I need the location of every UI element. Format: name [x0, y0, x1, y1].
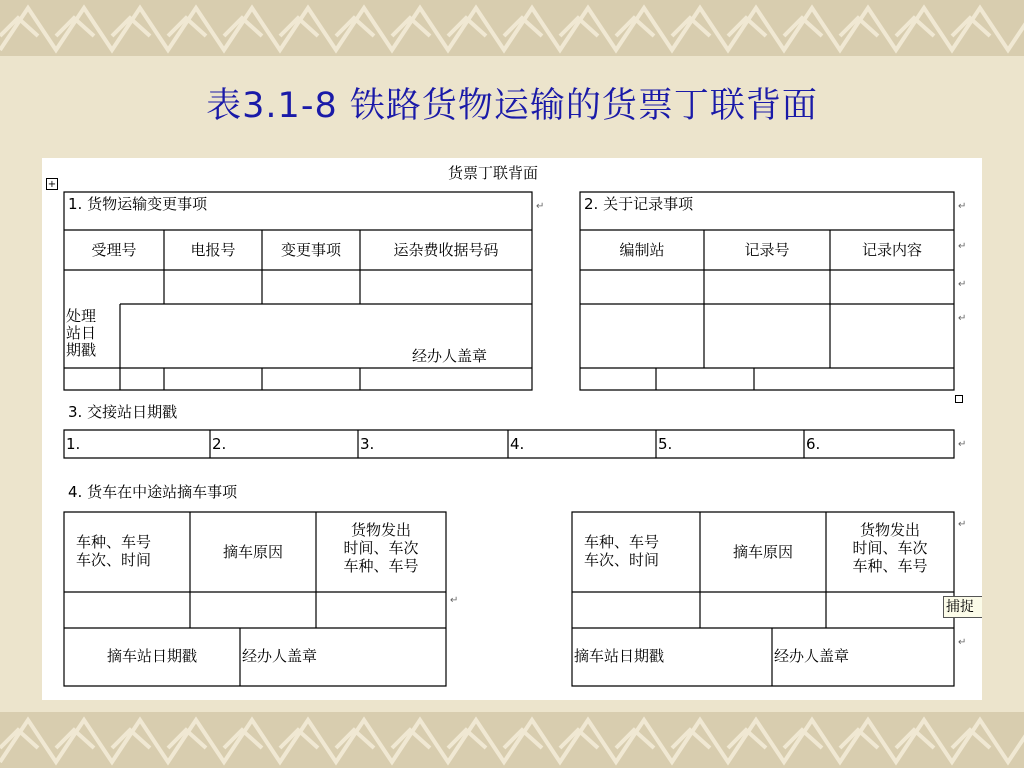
section4-col3-line3: 车种、车号: [343, 557, 419, 575]
paragraph-mark-icon: ↵: [958, 313, 967, 324]
paragraph-mark-icon: ↵: [450, 595, 459, 606]
section1-col-telegram-no: 电报号: [190, 241, 236, 259]
section4-right-col1-line1: 车种、车号: [584, 533, 660, 551]
section3-slot-5: 5.: [658, 435, 673, 453]
section4-col3-line2: 时间、车次: [343, 539, 419, 557]
stamp-line: 站日: [66, 324, 97, 342]
decorative-border-bottom: [0, 712, 1024, 768]
section3-slot-4: 4.: [510, 435, 525, 453]
resize-handle-icon[interactable]: [955, 395, 963, 403]
section2-col-record-no: 记录号: [744, 241, 790, 259]
paragraph-mark-icon: ↵: [958, 201, 967, 212]
form-document: [42, 158, 982, 700]
section2-title: 2. 关于记录事项: [584, 195, 694, 213]
paragraph-mark-icon: ↵: [958, 241, 967, 252]
form-grid: [42, 158, 982, 700]
section3-slot-2: 2.: [212, 435, 227, 453]
section2-col-station: 编制站: [619, 241, 665, 259]
section4-right-stamp: 摘车站日期戳: [574, 647, 665, 665]
section4-right-handler-seal: 经办人盖章: [774, 647, 850, 665]
section1-handler-seal: 经办人盖章: [412, 347, 488, 365]
slide-title: 表3.1-8 铁路货物运输的货票丁联背面: [206, 86, 818, 126]
tooltip-capture: 捕捉: [943, 596, 982, 618]
section4-right-col2: 摘车原因: [732, 543, 793, 561]
paragraph-mark-icon: ↵: [958, 439, 967, 450]
section4-right-col1-line2: 车次、时间: [584, 551, 660, 569]
section4-handler-seal: 经办人盖章: [242, 647, 318, 665]
decorative-border-top: [0, 0, 1024, 56]
section4-col3-line1: 货物发出: [350, 521, 411, 539]
paragraph-mark-icon: ↵: [958, 637, 967, 648]
section3-slot-1: 1.: [66, 435, 81, 453]
section2-col-record-content: 记录内容: [861, 241, 922, 259]
section1-title: 1. 货物运输变更事项: [68, 195, 208, 213]
section3-slot-3: 3.: [360, 435, 375, 453]
paragraph-mark-icon: ↵: [536, 201, 545, 212]
section1-col-receipt-no: 受理号: [91, 241, 137, 259]
section4-stamp: 摘车站日期戳: [106, 647, 197, 665]
section4-col2: 摘车原因: [222, 543, 283, 561]
section3-slot-6: 6.: [806, 435, 821, 453]
form-header: 货票丁联背面: [448, 164, 539, 182]
section4-right-col3-line1: 货物发出: [859, 521, 920, 539]
move-handle-icon[interactable]: +: [47, 179, 57, 190]
stamp-line: 期戳: [66, 341, 97, 359]
section1-col-fee-receipt-no: 运杂费收据号码: [393, 241, 499, 259]
section1-stamp-label: [66, 308, 118, 359]
paragraph-mark-icon: ↵: [958, 519, 967, 530]
section3-title: 3. 交接站日期戳: [68, 403, 178, 421]
section1-col-change-item: 变更事项: [280, 241, 341, 259]
section4-right-col3-line3: 车种、车号: [852, 557, 928, 575]
section4-title: 4. 货车在中途站摘车事项: [68, 483, 238, 501]
paragraph-mark-icon: ↵: [958, 279, 967, 290]
section4-right-col3-line2: 时间、车次: [852, 539, 928, 557]
stamp-line: 处理: [66, 307, 97, 325]
section4-col1-line2: 车次、时间: [76, 551, 152, 569]
section4-col1-line1: 车种、车号: [76, 533, 152, 551]
